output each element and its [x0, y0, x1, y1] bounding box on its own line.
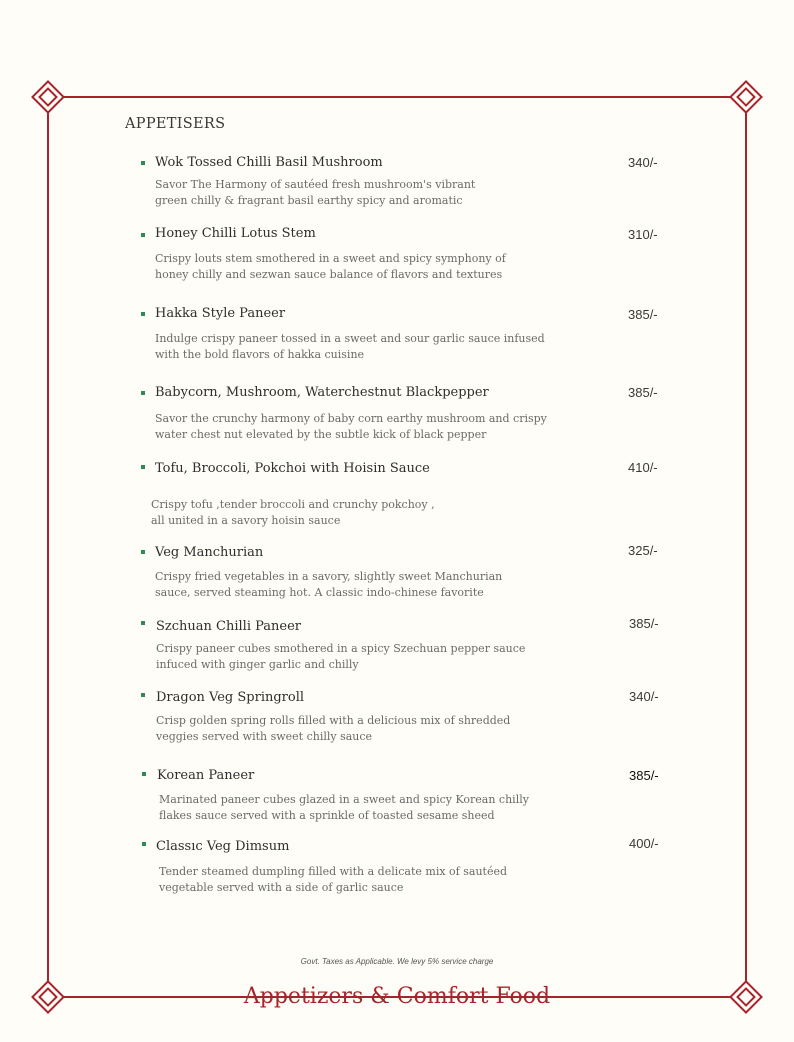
item-description — [156, 641, 576, 672]
item-name: Honey Chilli Lotus Stem — [155, 226, 316, 241]
item-description — [155, 411, 575, 442]
footer-title: Appetizers & Comfort Food — [243, 984, 551, 1009]
tax-note: Govt. Taxes as Applicable. We levy 5% service charge — [300, 957, 494, 966]
item-description-line: Indulge crispy paneer tossed in a sweet and sour garlic sauce infused — [155, 332, 545, 345]
item-description-line: Tender steamed dumpling filled with a delicate mix of sautéed — [159, 865, 508, 878]
item-price: 340/- — [628, 155, 658, 170]
item-description-line: green chilly & fragrant basil earthy spicy and aromatic — [155, 193, 463, 207]
item-name: Korean Paneer — [157, 768, 255, 783]
item-description-line: all united in a savory hoisin sauce — [151, 513, 341, 527]
item-description — [159, 864, 579, 895]
item-description-line: Crispy paneer cubes smothered in a spicy Szechuan pepper sauce — [156, 642, 526, 655]
bullet-icon — [141, 621, 145, 625]
item-name: Hakka Style Paneer — [155, 306, 286, 321]
item-description-line: Crisp golden spring rolls filled with a delicious mix of shredded — [156, 714, 511, 727]
item-description — [155, 331, 575, 362]
item-description-line: Marinated paneer cubes glazed in a sweet and spicy Korean chilly — [159, 793, 529, 806]
bullet-icon — [141, 312, 145, 316]
item-price: 340/- — [629, 689, 659, 704]
bullet-icon — [141, 550, 145, 554]
item-name: Dragon Veg Springroll — [156, 690, 305, 705]
item-description-line: flakes sauce served with a sprinkle of toasted sesame sheed — [159, 808, 495, 822]
bullet-icon — [142, 842, 146, 846]
item-name: Szchuan Chilli Paneer — [156, 619, 302, 634]
item-description-line: Savor the crunchy harmony of baby corn earthy mushroom and crispy — [155, 412, 547, 425]
item-description-line: veggies served with sweet chilly sauce — [156, 729, 373, 743]
item-description — [159, 792, 579, 823]
bullet-icon — [141, 391, 145, 395]
item-description-line: with the bold flavors of hakka cuisine — [155, 347, 365, 361]
item-price: 400/- — [629, 836, 659, 851]
bullet-icon — [141, 161, 145, 165]
item-description-line: Crispy tofu ,tender broccoli and crunchy pokchoy , — [151, 498, 435, 511]
item-description-line: Savor The Harmony of sautéed fresh mushroom's vibrant — [155, 178, 476, 191]
item-price: 410/- — [628, 460, 658, 475]
section-title: APPETISERS — [125, 116, 226, 132]
item-price: 385/- — [629, 616, 659, 631]
item-description — [155, 569, 575, 600]
item-description-line: honey chilly and sezwan sauce balance of flavors and textures — [155, 267, 503, 281]
item-name: Wok Tossed Chilli Basil Mushroom — [155, 155, 383, 170]
item-description-line: Crispy louts stem smothered in a sweet and spicy symphony of — [155, 252, 506, 265]
item-price: 385/- — [629, 768, 659, 783]
item-price: 325/- — [628, 543, 658, 558]
item-description — [155, 251, 575, 282]
item-description — [156, 713, 576, 744]
item-name: Babycorn, Mushroom, Waterchestnut Blackpepper — [155, 385, 489, 400]
item-description-line: sauce, served steaming hot. A classic indo-chinese favorite — [155, 585, 484, 599]
item-name: Classıc Veg Dimsum — [156, 839, 290, 854]
item-price: 385/- — [628, 307, 658, 322]
item-description-line: Crispy fried vegetables in a savory, slightly sweet Manchurian — [155, 570, 503, 583]
item-price: 310/- — [628, 227, 658, 242]
item-description-line: vegetable served with a side of garlic sauce — [159, 880, 404, 894]
item-price: 385/- — [628, 385, 658, 400]
item-description-line: water chest nut elevated by the subtle kick of black pepper — [155, 427, 487, 441]
bullet-icon — [141, 465, 145, 469]
item-description — [151, 497, 571, 528]
bullet-icon — [141, 693, 145, 697]
item-description-line: infuced with ginger garlic and chilly — [156, 657, 359, 671]
item-name: Tofu, Broccoli, Pokchoi with Hoisin Sauce — [155, 461, 430, 476]
item-name: Veg Manchurian — [155, 545, 264, 560]
item-description — [155, 177, 575, 208]
bullet-icon — [141, 233, 145, 237]
bullet-icon — [142, 772, 146, 776]
